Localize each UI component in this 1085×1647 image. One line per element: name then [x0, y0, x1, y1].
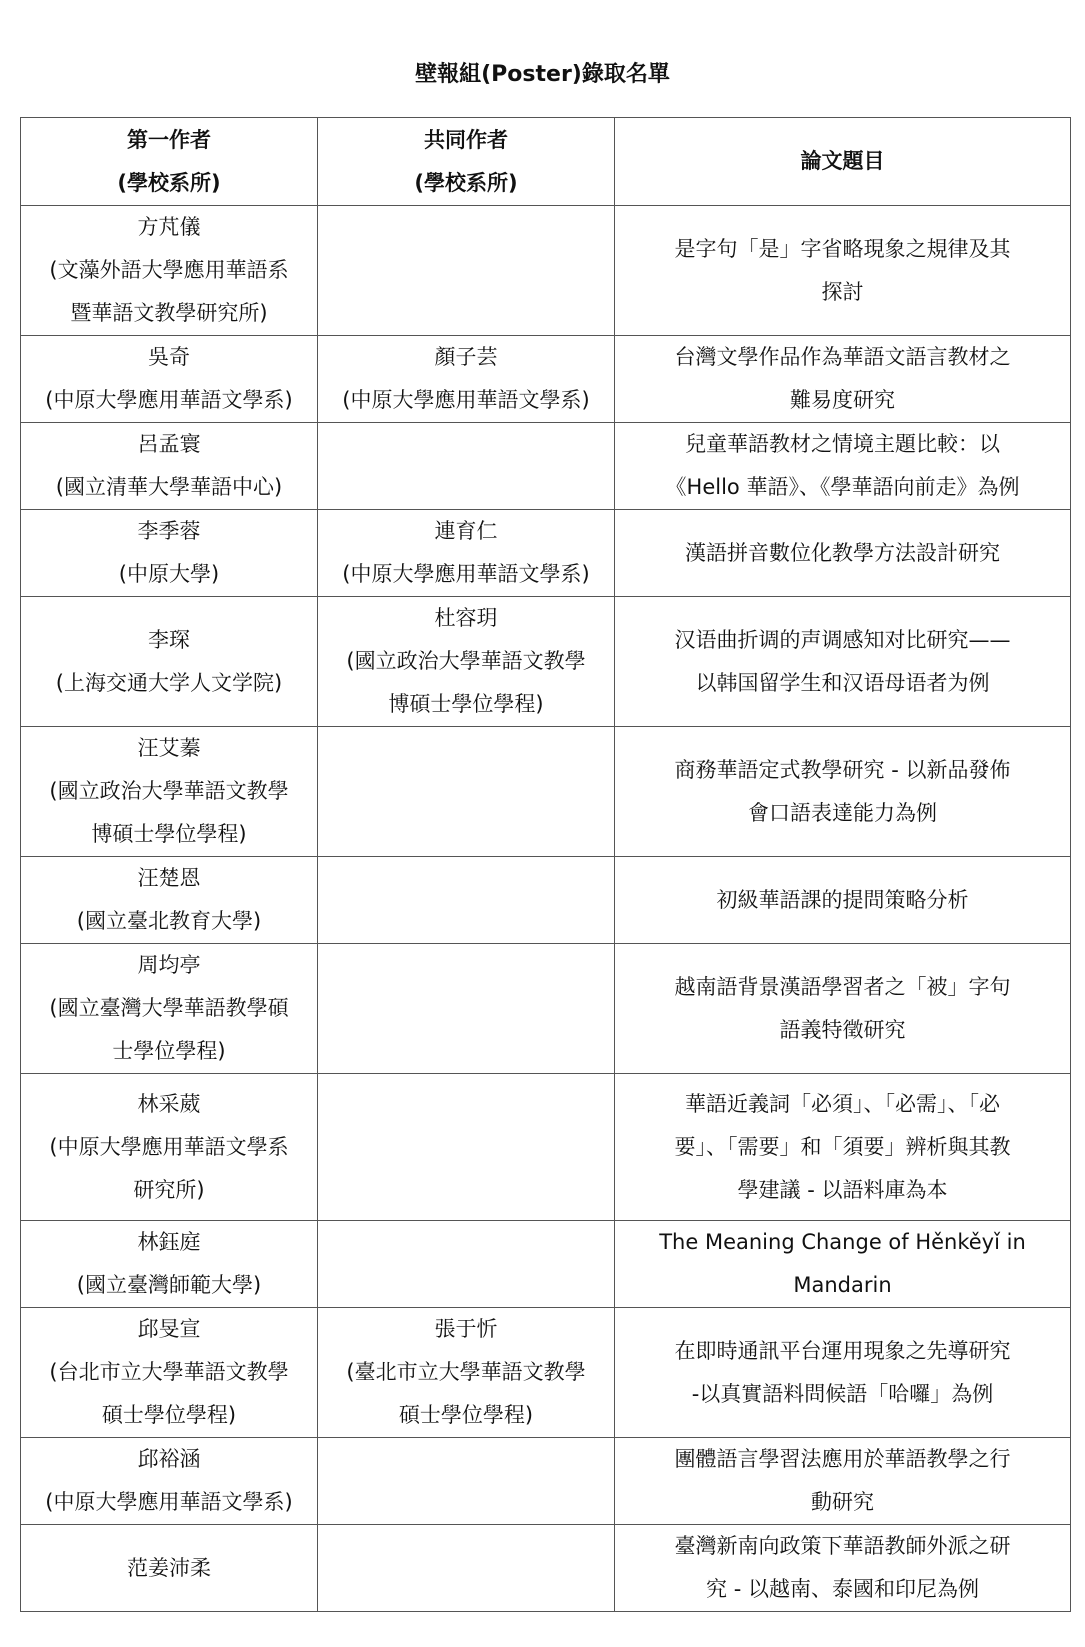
paper-title-cell [615, 944, 1071, 1074]
header-paper-title-label: 論文題目 [800, 149, 885, 173]
co-author-cell [318, 510, 615, 597]
co-author-cell [318, 1525, 615, 1612]
co-author-line: (中原大學應用華語文學系) [342, 388, 590, 412]
paper-title-line: -以真實語料問候語「哈囉」為例 [691, 1381, 994, 1406]
header-co-author [318, 118, 615, 206]
table-row [21, 510, 1071, 597]
paper-title-line: 《Hello 華語》、《學華語向前走》為例 [665, 475, 1020, 499]
table-row [21, 336, 1071, 423]
co-author-cell [318, 944, 615, 1074]
paper-title-line: 動研究 [811, 1490, 874, 1514]
co-author-cell [318, 423, 615, 510]
co-author-line: 博碩士學位學程) [388, 692, 544, 716]
page-title: 壁報組(Poster)錄取名單 [415, 62, 670, 87]
paper-title-line: 語義特徵研究 [779, 1017, 906, 1042]
first-author-line: 林鈺庭 [137, 1230, 201, 1254]
first-author-cell [21, 423, 318, 510]
paper-title-line: 商務華語定式教學研究 - 以新品發佈 [674, 757, 1011, 782]
first-author-line: 暨華語文教學研究所) [70, 301, 268, 325]
first-author-line: 汪艾蓁 [137, 736, 201, 760]
paper-title-line: 華語近義詞「必須」、「必需」、「必 [685, 1091, 1000, 1116]
paper-title-cell [615, 206, 1071, 336]
paper-title-cell [615, 336, 1071, 423]
first-author-line: (國立臺灣大學華語教學碩 [49, 996, 289, 1020]
co-author-line: (中原大學應用華語文學系) [342, 562, 590, 586]
first-author-line: 士學位學程) [112, 1039, 226, 1063]
paper-title-line: Mandarin [793, 1273, 892, 1297]
co-author-line: (國立政治大學華語文教學 [346, 649, 586, 673]
header-first-author-sub: (學校系所) [117, 170, 221, 195]
co-author-line: 連育仁 [434, 519, 498, 543]
paper-title-cell [615, 1525, 1071, 1612]
paper-title-line: 越南語背景漢語學習者之「被」字句 [674, 974, 1011, 999]
paper-title-line: 探討 [821, 279, 864, 304]
co-author-cell [318, 1221, 615, 1308]
paper-title-cell [615, 1308, 1071, 1438]
first-author-cell [21, 944, 318, 1074]
paper-title-line: 臺灣新南向政策下華語教師外派之研 [674, 1534, 1011, 1558]
first-author-line: (國立臺灣師範大學) [76, 1273, 262, 1297]
first-author-line: 范姜沛柔 [127, 1555, 211, 1580]
paper-title-line: 是字句「是」字省略現象之規律及其 [674, 236, 1011, 261]
header-paper-title [615, 118, 1071, 206]
co-author-cell [318, 727, 615, 857]
first-author-cell [21, 1438, 318, 1525]
first-author-line: 吳奇 [148, 345, 190, 369]
first-author-line: (中原大學) [118, 562, 220, 586]
paper-title-line: 在即時通訊平台運用現象之先導研究 [674, 1338, 1011, 1363]
table-row [21, 1308, 1071, 1438]
first-author-cell [21, 857, 318, 944]
header-first-author [21, 118, 318, 206]
first-author-cell [21, 1074, 318, 1221]
first-author-line: (國立臺北教育大學) [76, 909, 262, 933]
table-row [21, 727, 1071, 857]
paper-title-cell [615, 857, 1071, 944]
first-author-line: (中原大學應用華語文學系) [45, 388, 293, 412]
table-row [21, 944, 1071, 1074]
first-author-line: (文藻外語大學應用華語系 [49, 258, 289, 282]
first-author-line: 呂孟寰 [137, 432, 201, 456]
header-co-author-sub: (學校系所) [414, 170, 518, 195]
first-author-line: (國立政治大學華語文教學 [49, 779, 289, 803]
first-author-line: 碩士學位學程) [101, 1403, 237, 1427]
table-row [21, 1074, 1071, 1221]
table-row [21, 597, 1071, 727]
first-author-cell [21, 206, 318, 336]
co-author-line: 杜容玥 [434, 606, 498, 630]
first-author-cell [21, 510, 318, 597]
table-row [21, 1438, 1071, 1525]
first-author-cell [21, 1525, 318, 1612]
first-author-line: 林采葳 [137, 1091, 201, 1116]
first-author-line: 汪楚恩 [137, 866, 201, 890]
paper-title-cell [615, 727, 1071, 857]
paper-title-line: 初級華語課的提問策略分析 [716, 887, 969, 912]
first-author-line: 邱旻宣 [137, 1317, 201, 1341]
co-author-line: (臺北市立大學華語文教學 [346, 1360, 586, 1384]
header-co-author-label: 共同作者 [424, 127, 508, 152]
first-author-line: (中原大學應用華語文學系) [45, 1490, 293, 1514]
first-author-line: (國立清華大學華語中心) [55, 475, 283, 499]
co-author-cell [318, 336, 615, 423]
co-author-cell [318, 206, 615, 336]
paper-title-line: 會口語表達能力為例 [748, 800, 937, 825]
first-author-line: 博碩士學位學程) [91, 822, 247, 846]
paper-title-cell [615, 1438, 1071, 1525]
co-author-line: 張于忻 [434, 1317, 498, 1341]
co-author-line: 顏子芸 [434, 345, 498, 369]
poster-acceptance-table [20, 117, 1071, 1612]
first-author-line: 方芃儀 [137, 215, 201, 239]
table-row [21, 1221, 1071, 1308]
co-author-cell [318, 1074, 615, 1221]
paper-title-cell [615, 1221, 1071, 1308]
paper-title-line: 究 - 以越南、泰國和印尼為例 [706, 1577, 979, 1601]
co-author-cell [318, 1438, 615, 1525]
first-author-cell [21, 1221, 318, 1308]
first-author-cell [21, 727, 318, 857]
co-author-cell [318, 857, 615, 944]
first-author-line: 研究所) [133, 1177, 205, 1202]
paper-title-line: 團體語言學習法應用於華語教學之行 [674, 1447, 1011, 1471]
paper-title-cell [615, 423, 1071, 510]
paper-title-line: 要」、「需要」和「須要」辨析與其教 [674, 1134, 1011, 1159]
paper-title-line: 汉语曲折调的声调感知对比研究—— [674, 627, 1011, 652]
table-header-row [21, 118, 1071, 206]
first-author-line: 李季蓉 [137, 519, 201, 543]
table-row [21, 1525, 1071, 1612]
paper-title-line: The Meaning Change of Hěnkěyǐ in [659, 1230, 1026, 1254]
paper-title-line: 學建議 - 以語料庫為本 [737, 1177, 948, 1202]
header-first-author-label: 第一作者 [127, 127, 211, 152]
co-author-line: 碩士學位學程) [398, 1403, 534, 1427]
paper-title-line: 漢語拼音數位化教學方法設計研究 [685, 540, 1000, 565]
table-row [21, 857, 1071, 944]
first-author-line: (台北市立大學華語文教學 [49, 1360, 289, 1384]
paper-title-cell [615, 1074, 1071, 1221]
first-author-cell [21, 597, 318, 727]
first-author-line: 周均亭 [137, 953, 201, 977]
table-row [21, 423, 1071, 510]
co-author-cell [318, 597, 615, 727]
first-author-cell [21, 336, 318, 423]
paper-title-cell [615, 597, 1071, 727]
first-author-line: 李琛 [148, 627, 190, 652]
first-author-cell [21, 1308, 318, 1438]
paper-title-line: 台灣文學作品作為華語文語言教材之 [674, 345, 1011, 369]
first-author-line: 邱裕涵 [137, 1447, 201, 1471]
paper-title-line: 難易度研究 [790, 388, 895, 412]
table-row [21, 206, 1071, 336]
paper-title-cell [615, 510, 1071, 597]
first-author-line: (上海交通大学人文学院) [55, 670, 283, 695]
paper-title-line: 兒童華語教材之情境主題比較：以 [685, 432, 1000, 456]
co-author-cell [318, 1308, 615, 1438]
first-author-line: (中原大學應用華語文學系 [49, 1134, 289, 1159]
paper-title-line: 以韩国留学生和汉语母语者为例 [695, 670, 990, 695]
